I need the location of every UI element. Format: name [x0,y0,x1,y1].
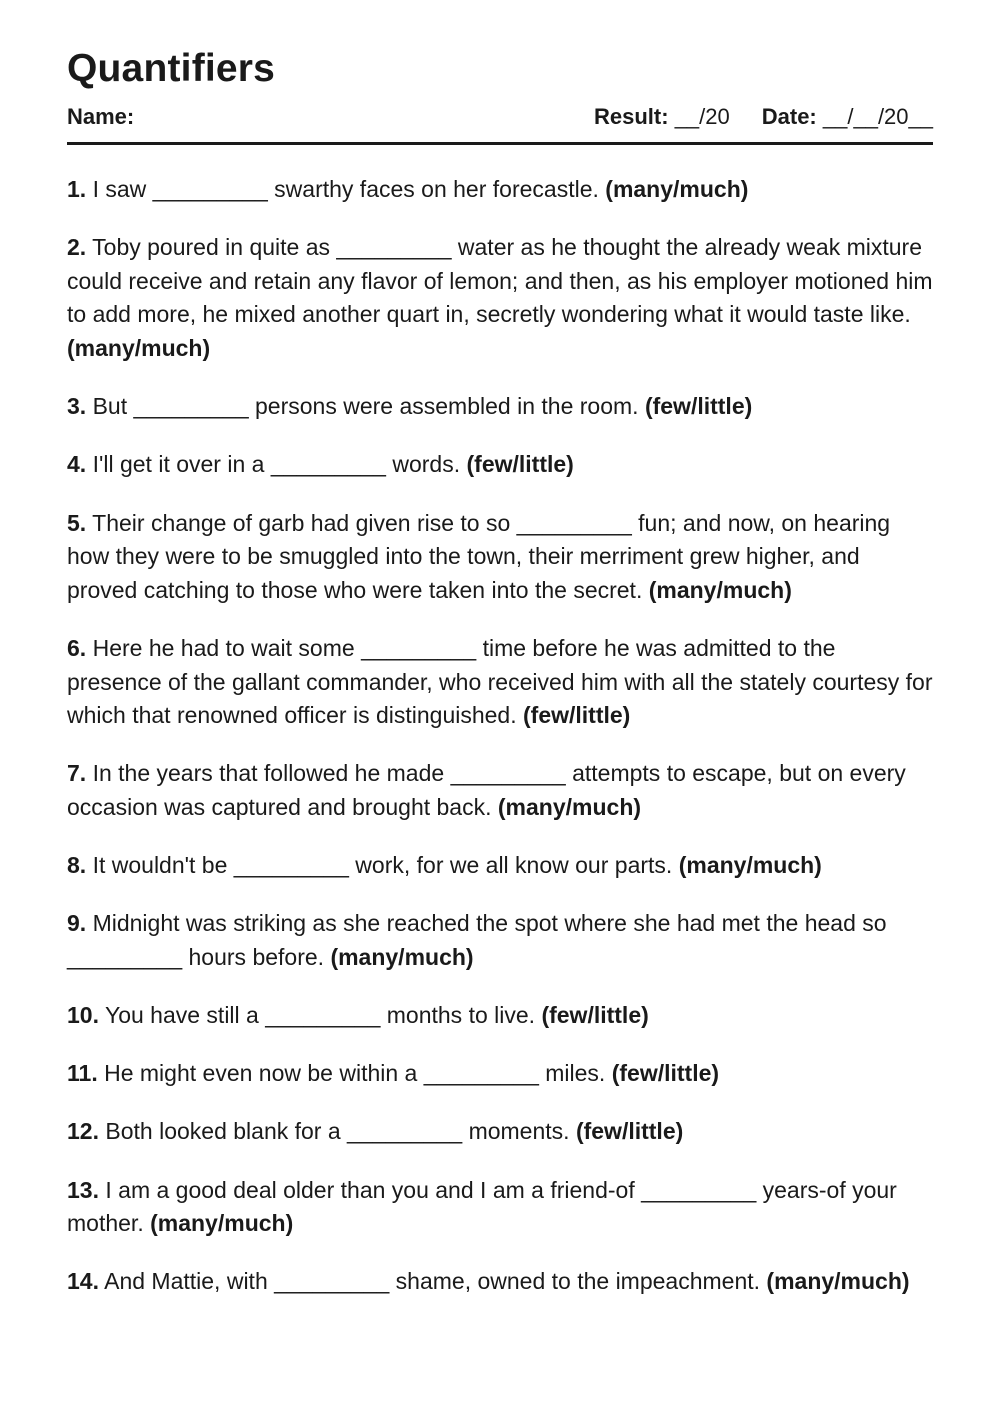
answer-blank: _________ [265,1002,381,1029]
question-text-before: But [92,393,128,420]
question-number: 14. [67,1268,99,1295]
question-number: 13. [67,1176,99,1203]
question-number: 4. [67,451,87,478]
question-6 [67,632,933,733]
question-8 [67,849,933,883]
question-5 [67,507,933,608]
answer-options: (many/much) [330,943,474,970]
question-number: 8. [67,852,87,879]
question-1 [67,173,933,207]
question-text-after: miles. [545,1060,606,1087]
result-label: Result: [594,104,669,129]
question-10 [67,999,933,1033]
question-text-after: work, for we all know our parts. [355,852,673,879]
question-number: 6. [67,634,87,661]
answer-options: (many/much) [605,176,749,202]
question-text-after: swarthy faces on her forecastle. [274,176,599,202]
question-text-before: Here he had to wait some [92,634,355,661]
answer-options: (few/little) [541,1002,649,1029]
question-number: 9. [67,910,87,937]
answer-blank: _________ [133,393,249,420]
question-text-before: It wouldn't be [92,852,228,879]
question-text-before: I saw [92,176,147,202]
question-number: 3. [67,393,87,420]
question-text-after: hours before. [188,943,325,970]
question-number: 1. [67,176,87,202]
question-text-before: And Mattie, with [104,1268,268,1295]
answer-options: (many/much) [648,576,792,603]
question-12 [67,1115,933,1149]
answer-blank: _________ [233,852,349,879]
question-list [67,173,933,1299]
question-text-before: I'll get it over in a [92,451,265,478]
question-text-after: shame, owned to the impeachment. [395,1268,761,1295]
question-text-before: I am a good deal older than you and I am a friend-of [105,1176,635,1203]
answer-options: (many/much) [497,793,642,820]
question-text-after: moments. [468,1118,570,1145]
question-7 [67,757,933,824]
question-text-before: Both looked blank for a [105,1118,341,1145]
question-text-after: years-of your mother. [67,1176,897,1237]
answer-blank: _________ [274,1268,390,1295]
name-field [67,102,134,132]
question-text-before: Their change of garb had given rise to so [92,509,511,536]
question-number: 10. [67,1002,99,1029]
question-text-after: water as he thought the already weak mixture could receive and retain any flavor of lemon; and then, as his employer motioned him to add more, he mixed another quart in, secretly wondering what it would taste like. [67,234,933,328]
answer-options: (few/little) [644,393,753,420]
answer-blank: _________ [361,634,477,661]
answer-blank: _________ [336,234,452,261]
date-value: __/__/20__ [822,104,933,129]
question-text-after: words. [392,451,461,478]
worksheet-header [67,102,933,145]
question-number: 11. [67,1060,98,1087]
answer-options: (many/much) [150,1210,294,1237]
answer-blank: _________ [152,176,268,202]
answer-blank: _________ [450,760,566,787]
date-label: Date: [761,104,817,129]
result-value: __/20 [674,104,730,129]
question-9 [67,907,933,974]
answer-blank: _________ [270,451,386,478]
question-2 [67,231,933,365]
question-text-before: In the years that followed he made [92,760,445,787]
header-right [594,102,933,132]
answer-blank: _________ [67,943,183,970]
question-13 [67,1174,933,1241]
question-text-after: months to live. [386,1002,536,1029]
question-14 [67,1265,933,1299]
question-4 [67,448,933,482]
question-text-before: Midnight was striking as she reached the spot where she had met the head so [92,910,887,937]
answer-options: (many/much) [678,852,822,879]
name-label: Name: [67,104,135,129]
answer-options: (many/much) [67,334,211,361]
page-title: Quantifiers [67,47,276,90]
question-3 [67,390,933,424]
question-number: 2. [67,234,87,261]
answer-options: (many/much) [766,1268,910,1295]
question-text-after: fun; and now, on hearing how they were to be smuggled into the town, their merriment grew higher, and proved catching to those who were taken into the secret. [67,509,891,603]
question-text-before: Toby poured in quite as [92,234,330,261]
answer-options: (few/little) [611,1060,720,1087]
question-text-after: persons were assembled in the room. [255,393,639,420]
answer-blank: _________ [347,1118,463,1145]
question-text-before: He might even now be within a [104,1060,418,1087]
answer-options: (few/little) [575,1118,684,1145]
question-11 [67,1057,933,1091]
answer-options: (few/little) [523,702,631,729]
question-text-before: You have still a [104,1002,259,1029]
question-number: 12. [67,1118,99,1145]
question-number: 5. [67,509,87,536]
date-field [762,102,933,132]
question-text-after: time before he was admitted to the presence of the gallant commander, who received him with all the stately courtesy for which that renowned officer is distinguished. [67,634,933,729]
result-field [594,102,730,132]
answer-blank: _________ [641,1176,757,1203]
question-text-after: attempts to escape, but on every occasion was captured and brought back. [67,760,906,820]
question-number: 7. [67,760,87,787]
answer-blank: _________ [516,509,632,536]
answer-options: (few/little) [466,451,574,478]
answer-blank: _________ [423,1060,539,1087]
